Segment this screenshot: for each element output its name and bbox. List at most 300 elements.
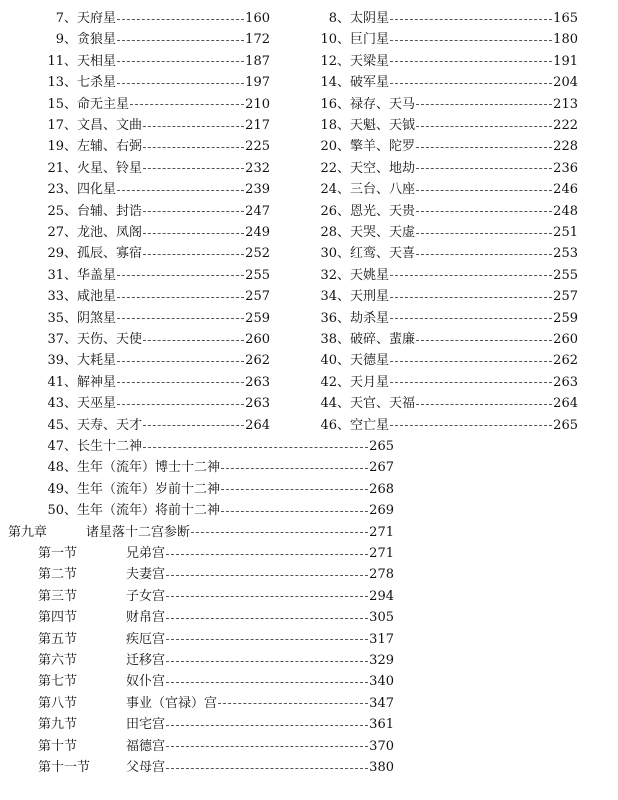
entry-separator: 、 [64, 417, 78, 433]
entry-separator: 、 [64, 396, 78, 412]
page-number: 263 [245, 396, 270, 412]
section-number: 第二节 [38, 567, 78, 583]
section-number: 第一节 [38, 546, 78, 561]
section-title: 福德宫 [126, 738, 166, 754]
page-number: 329 [369, 653, 394, 668]
entry-title: 天哭、天虚 [350, 225, 416, 240]
entry-title: 解神星 [77, 374, 117, 390]
toc-entry [38, 30, 270, 50]
section-entry [38, 758, 394, 778]
page-number: 317 [369, 631, 394, 647]
dotted-leader [117, 83, 244, 84]
dotted-leader [390, 275, 552, 276]
dotted-leader [416, 404, 552, 405]
section-number: 第八节 [38, 695, 78, 711]
entry-number: 29 [47, 246, 64, 262]
entry-title: 禄存、天马 [350, 96, 416, 112]
page-number: 262 [245, 353, 270, 369]
entry-separator: 、 [337, 53, 351, 69]
page-number: 248 [553, 203, 578, 219]
entry-title: 天姚星 [350, 267, 390, 283]
dotted-leader [166, 618, 368, 619]
dotted-leader [390, 61, 552, 62]
entry-separator: 、 [337, 225, 351, 240]
section-entry [38, 672, 394, 692]
dotted-leader [117, 297, 244, 298]
section-title: 迁移宫 [126, 653, 166, 668]
entry-separator: 、 [64, 246, 78, 262]
toc-entry [313, 202, 578, 222]
section-title: 兄弟宫 [126, 546, 166, 561]
entry-title: 破碎、蜚廉 [350, 332, 416, 347]
entry-number: 47 [47, 439, 64, 454]
section-number: 第九节 [38, 717, 78, 733]
entry-separator: 、 [64, 332, 78, 347]
entry-title: 天德星 [350, 353, 390, 369]
entry-number: 12 [320, 53, 337, 69]
dotted-leader [143, 211, 244, 212]
entry-separator: 、 [337, 75, 351, 91]
page-number: 160 [245, 11, 270, 26]
dotted-leader [390, 382, 552, 383]
dotted-leader [143, 233, 244, 234]
page-number: 260 [553, 332, 578, 347]
entry-number: 35 [47, 310, 64, 326]
entry-number: 10 [320, 32, 337, 48]
entry-number: 27 [47, 225, 64, 240]
entry-number: 20 [320, 139, 337, 155]
page-number: 263 [553, 374, 578, 390]
entry-number: 38 [320, 332, 337, 347]
toc-entry [38, 287, 270, 307]
dotted-leader [166, 575, 368, 576]
dotted-leader [416, 233, 552, 234]
entry-title: 咸池星 [77, 289, 117, 305]
page-number: 271 [369, 546, 394, 561]
page-number: 236 [553, 160, 578, 176]
section-title: 夫妻宫 [126, 567, 166, 583]
page-number: 347 [369, 695, 394, 711]
page-number: 247 [245, 203, 270, 219]
dotted-leader [166, 682, 368, 683]
entry-separator: 、 [64, 75, 78, 91]
entry-title: 太阴星 [350, 11, 390, 26]
entry-title: 空亡星 [350, 417, 390, 433]
entry-number: 45 [47, 417, 64, 433]
entry-separator: 、 [64, 160, 78, 176]
page-number: 305 [369, 610, 394, 626]
dotted-leader [416, 211, 552, 212]
dotted-leader [117, 190, 244, 191]
toc-entry [38, 202, 270, 222]
entry-separator: 、 [337, 11, 351, 26]
entry-separator: 、 [337, 246, 351, 262]
entry-title: 天魁、天钺 [350, 118, 416, 133]
section-title: 疾厄宫 [126, 631, 166, 647]
entry-separator: 、 [64, 460, 78, 476]
entry-title: 天相星 [77, 53, 117, 69]
entry-title: 大耗星 [77, 353, 117, 369]
section-title: 田宅宫 [126, 717, 166, 733]
dotted-leader [191, 532, 368, 533]
entry-title: 天空、地劫 [350, 160, 416, 176]
dotted-leader [117, 382, 244, 383]
entry-title: 生年（流年）岁前十二神 [77, 481, 221, 497]
entry-separator: 、 [337, 139, 351, 155]
dotted-leader [166, 768, 368, 769]
entry-number: 24 [320, 182, 337, 198]
page-number: 255 [553, 267, 578, 283]
entry-number: 21 [47, 160, 64, 176]
entry-separator: 、 [64, 118, 78, 133]
entry-number: 26 [320, 203, 337, 219]
page-number: 263 [245, 374, 270, 390]
section-number: 第六节 [38, 653, 78, 668]
entry-separator: 、 [337, 396, 351, 412]
toc-entry [313, 116, 578, 136]
page-number: 253 [553, 246, 578, 262]
chapter-number: 第九章 [8, 524, 48, 540]
toc-entry [313, 287, 578, 307]
entry-separator: 、 [337, 203, 351, 219]
entry-number: 31 [47, 267, 64, 283]
entry-separator: 、 [337, 96, 351, 112]
page-number: 380 [369, 760, 394, 775]
dotted-leader [390, 19, 552, 20]
entry-separator: 、 [64, 310, 78, 326]
dotted-leader [416, 190, 552, 191]
section-title: 财帛宫 [126, 610, 166, 626]
dotted-leader [416, 168, 552, 169]
toc-entry [313, 373, 578, 393]
entry-separator: 、 [64, 439, 78, 454]
entry-title: 天伤、天使 [77, 332, 143, 347]
entry-number: 8 [328, 11, 337, 26]
dotted-leader [117, 361, 244, 362]
page-number: 257 [245, 289, 270, 305]
toc-entry [38, 458, 394, 478]
toc-entry [38, 501, 394, 521]
entry-number: 9 [55, 32, 64, 48]
entry-number: 34 [320, 289, 337, 305]
entry-number: 32 [320, 267, 337, 283]
dotted-leader [416, 254, 552, 255]
toc-entry [313, 180, 578, 200]
page-number: 204 [553, 75, 578, 91]
toc-entry [313, 137, 578, 157]
entry-title: 生年（流年）博士十二神 [77, 460, 221, 476]
entry-title: 天官、天福 [350, 396, 416, 412]
entry-number: 41 [47, 374, 64, 390]
entry-number: 42 [320, 374, 337, 390]
entry-title: 龙池、凤阁 [77, 225, 143, 240]
entry-number: 14 [320, 75, 337, 91]
toc-entry [38, 244, 270, 264]
entry-separator: 、 [337, 32, 351, 48]
section-entry [38, 715, 394, 735]
toc-entry [313, 266, 578, 286]
dotted-leader [166, 661, 368, 662]
entry-separator: 、 [64, 53, 78, 69]
page-number: 187 [245, 53, 270, 69]
section-title: 事业（官禄）宫 [126, 695, 218, 711]
entry-title: 孤辰、寡宿 [77, 246, 143, 262]
page-number: 370 [369, 738, 394, 754]
entry-number: 7 [55, 11, 64, 26]
page-number: 180 [553, 32, 578, 48]
entry-separator: 、 [64, 289, 78, 305]
entry-number: 46 [320, 417, 337, 433]
entry-number: 36 [320, 310, 337, 326]
toc-entry [313, 52, 578, 72]
dotted-leader [390, 297, 552, 298]
entry-title: 劫杀星 [350, 310, 390, 326]
toc-entry [313, 351, 578, 371]
toc-entry [38, 309, 270, 329]
dotted-leader [390, 318, 552, 319]
toc-entry [38, 416, 270, 436]
entry-title: 三台、八座 [350, 182, 416, 198]
entry-separator: 、 [337, 267, 351, 283]
entry-separator: 、 [337, 353, 351, 369]
toc-entry [38, 351, 270, 371]
toc-entry [313, 223, 578, 243]
entry-separator: 、 [64, 374, 78, 390]
page-number: 197 [245, 75, 270, 91]
page-number: 262 [553, 353, 578, 369]
section-number: 第十一节 [38, 760, 91, 775]
toc-entry [313, 73, 578, 93]
page-number: 294 [369, 588, 394, 604]
page-number: 265 [553, 417, 578, 433]
entry-separator: 、 [64, 182, 78, 198]
dotted-leader [218, 703, 368, 704]
dotted-leader [117, 40, 244, 41]
page-number: 267 [369, 460, 394, 476]
toc-entry [38, 330, 270, 350]
toc-entry [313, 244, 578, 264]
dotted-leader [130, 104, 244, 105]
toc-entry [313, 309, 578, 329]
entry-number: 44 [320, 396, 337, 412]
entry-number: 25 [47, 203, 64, 219]
entry-title: 生年（流年）将前十二神 [77, 503, 221, 519]
dotted-leader [143, 425, 244, 426]
dotted-leader [143, 126, 244, 127]
dotted-leader [390, 83, 552, 84]
dotted-leader [416, 340, 552, 341]
toc-entry [313, 159, 578, 179]
entry-title: 天梁星 [350, 53, 390, 69]
dotted-leader [117, 318, 244, 319]
dotted-leader [143, 447, 368, 448]
toc-entry [38, 437, 394, 457]
toc-entry [38, 266, 270, 286]
entry-title: 贪狼星 [77, 32, 117, 48]
entry-separator: 、 [337, 417, 351, 433]
entry-separator: 、 [337, 374, 351, 390]
entry-separator: 、 [64, 353, 78, 369]
entry-separator: 、 [337, 310, 351, 326]
entry-separator: 、 [64, 203, 78, 219]
entry-title: 阴煞星 [77, 310, 117, 326]
entry-title: 天府星 [77, 11, 117, 26]
dotted-leader [166, 554, 368, 555]
page-number: 264 [245, 417, 270, 433]
page-number: 222 [553, 118, 578, 133]
toc-entry [313, 9, 578, 29]
entry-title: 左辅、右弼 [77, 139, 143, 155]
section-entry [38, 630, 394, 650]
dotted-leader [221, 489, 368, 490]
toc-entry [38, 223, 270, 243]
section-entry [38, 544, 394, 564]
dotted-leader [143, 254, 244, 255]
dotted-leader [390, 40, 552, 41]
toc-entry [38, 159, 270, 179]
entry-number: 30 [320, 246, 337, 262]
entry-separator: 、 [64, 32, 78, 48]
section-entry [38, 565, 394, 585]
dotted-leader [390, 361, 552, 362]
entry-number: 28 [320, 225, 337, 240]
dotted-leader [416, 104, 552, 105]
entry-separator: 、 [337, 289, 351, 305]
entry-title: 红鸾、天喜 [350, 246, 416, 262]
entry-number: 17 [47, 118, 64, 133]
entry-separator: 、 [64, 96, 78, 112]
entry-title: 华盖星 [77, 267, 117, 283]
entry-title: 天巫星 [77, 396, 117, 412]
entry-number: 18 [320, 118, 337, 133]
entry-number: 15 [47, 96, 64, 112]
section-entry [38, 737, 394, 757]
toc-entry [38, 116, 270, 136]
toc-entry [313, 394, 578, 414]
entry-title: 破军星 [350, 75, 390, 91]
dotted-leader [221, 511, 368, 512]
entry-number: 39 [47, 353, 64, 369]
entry-title: 命无主星 [77, 96, 130, 112]
entry-title: 长生十二神 [77, 439, 143, 454]
entry-title: 七杀星 [77, 75, 117, 91]
entry-separator: 、 [64, 11, 78, 26]
page-number: 361 [369, 717, 394, 733]
page-number: 246 [553, 182, 578, 198]
toc-entry [313, 30, 578, 50]
page-number: 278 [369, 567, 394, 583]
dotted-leader [166, 746, 368, 747]
page-number: 210 [245, 96, 270, 112]
toc-entry [38, 180, 270, 200]
entry-number: 48 [47, 460, 64, 476]
section-number: 第十节 [38, 738, 78, 754]
dotted-leader [416, 126, 552, 127]
entry-number: 11 [47, 53, 64, 69]
page-number: 172 [245, 32, 270, 48]
dotted-leader [221, 468, 368, 469]
dotted-leader [117, 61, 244, 62]
toc-entry [38, 95, 270, 115]
entry-title: 天刑星 [350, 289, 390, 305]
toc-entry [38, 137, 270, 157]
toc-entry [38, 394, 270, 414]
entry-separator: 、 [337, 160, 351, 176]
toc-entry [38, 52, 270, 72]
dotted-leader [166, 725, 368, 726]
entry-number: 43 [47, 396, 64, 412]
entry-number: 22 [320, 160, 337, 176]
dotted-leader [143, 147, 244, 148]
entry-separator: 、 [64, 139, 78, 155]
page-number: 165 [553, 11, 578, 26]
page-number: 191 [553, 53, 578, 69]
page-number: 259 [553, 310, 578, 326]
section-title: 父母宫 [126, 760, 166, 775]
section-title: 子女宫 [126, 588, 166, 604]
page-number: 257 [553, 289, 578, 305]
dotted-leader [416, 147, 552, 148]
page-number: 340 [369, 674, 394, 690]
entry-number: 49 [47, 481, 64, 497]
entry-number: 37 [47, 332, 64, 347]
entry-title: 文昌、文曲 [77, 118, 143, 133]
page-number: 259 [245, 310, 270, 326]
section-entry [38, 694, 394, 714]
entry-separator: 、 [337, 332, 351, 347]
section-entry [38, 651, 394, 671]
page-number: 264 [553, 396, 578, 412]
entry-number: 19 [47, 139, 64, 155]
section-number: 第七节 [38, 674, 78, 690]
entry-title: 天月星 [350, 374, 390, 390]
dotted-leader [166, 596, 368, 597]
entry-title: 巨门星 [350, 32, 390, 48]
page-number: 252 [245, 246, 270, 262]
dotted-leader [117, 404, 244, 405]
page-number: 269 [369, 503, 394, 519]
page-number: 213 [553, 96, 578, 112]
page-number: 260 [245, 332, 270, 347]
page-number: 225 [245, 139, 270, 155]
page-number: 271 [369, 524, 394, 540]
dotted-leader [143, 168, 244, 169]
chapter-heading [8, 523, 394, 543]
toc-entry [38, 480, 394, 500]
entry-number: 23 [47, 182, 64, 198]
entry-separator: 、 [64, 503, 78, 519]
dotted-leader [166, 639, 368, 640]
entry-separator: 、 [337, 118, 351, 133]
toc-entry [313, 330, 578, 350]
page-number: 217 [245, 118, 270, 133]
toc-entry [313, 416, 578, 436]
entry-number: 50 [47, 503, 64, 519]
section-number: 第三节 [38, 588, 78, 604]
entry-number: 16 [320, 96, 337, 112]
section-entry [38, 587, 394, 607]
page-number: 265 [369, 439, 394, 454]
section-number: 第四节 [38, 610, 78, 626]
page-number: 268 [369, 481, 394, 497]
dotted-leader [117, 275, 244, 276]
page-number: 232 [245, 160, 270, 176]
entry-number: 13 [47, 75, 64, 91]
entry-separator: 、 [337, 182, 351, 198]
entry-title: 四化星 [77, 182, 117, 198]
toc-entry [313, 95, 578, 115]
entry-separator: 、 [64, 481, 78, 497]
